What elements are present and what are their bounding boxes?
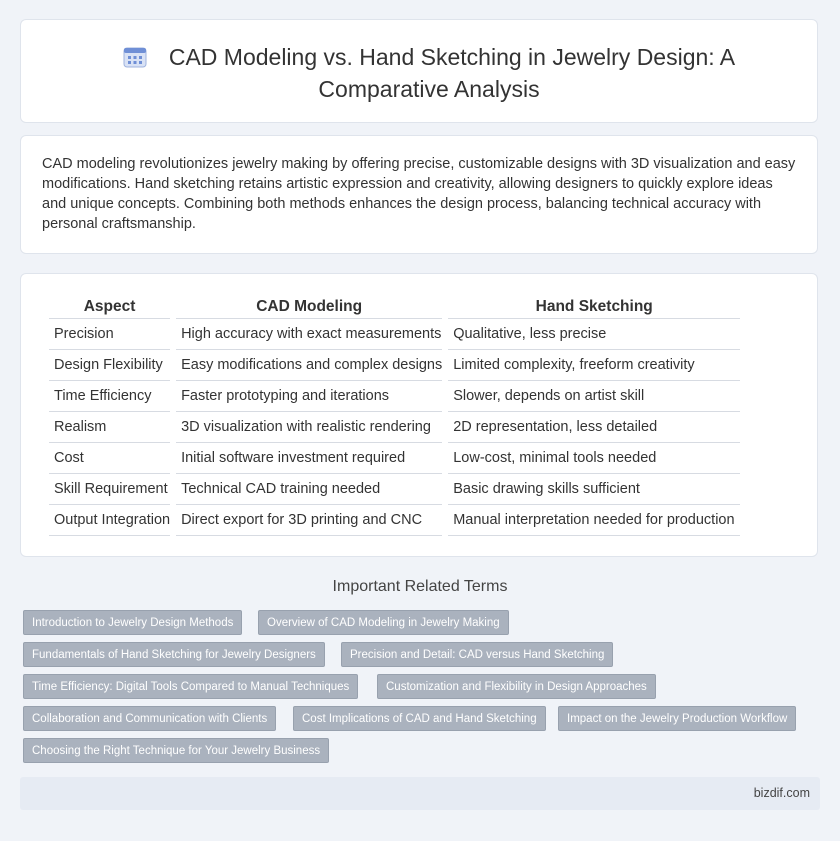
column-header: Hand Sketching: [448, 294, 740, 319]
table-cell: Easy modifications and complex designs: [176, 350, 442, 381]
related-term-tag[interactable]: Impact on the Jewelry Production Workflow: [558, 706, 796, 731]
related-term-tag[interactable]: Precision and Detail: CAD versus Hand Sketching: [341, 642, 613, 667]
table-cell: 3D visualization with realistic rendering: [176, 412, 442, 443]
related-term-tag[interactable]: Choosing the Right Technique for Your Jewelry Business: [23, 738, 329, 763]
related-term-tag[interactable]: Customization and Flexibility in Design Approaches: [377, 674, 656, 699]
table-cell: Limited complexity, freeform creativity: [448, 350, 740, 381]
related-term-tag[interactable]: Fundamentals of Hand Sketching for Jewelry Designers: [23, 642, 325, 667]
table-cell: Initial software investment required: [176, 443, 442, 474]
page-title: CAD Modeling vs. Hand Sketching in Jewelry Design: A Comparative Analysis: [168, 44, 736, 102]
table-row: [49, 319, 740, 350]
table-cell: Low-cost, minimal tools needed: [448, 443, 740, 474]
column-header: CAD Modeling: [176, 294, 442, 319]
table-row: [49, 505, 740, 536]
related-term-tag[interactable]: Overview of CAD Modeling in Jewelry Making: [258, 610, 509, 635]
table-cell: 2D representation, less detailed: [448, 412, 740, 443]
page-title-wrap: [81, 43, 777, 104]
table-row: [49, 412, 740, 443]
related-term-tag[interactable]: Cost Implications of CAD and Hand Sketching: [293, 706, 546, 731]
calendar-icon: [123, 46, 147, 75]
table-cell: Skill Requirement: [49, 474, 170, 505]
table-row: [49, 381, 740, 412]
related-term-tag[interactable]: Time Efficiency: Digital Tools Compared to Manual Techniques: [23, 674, 358, 699]
title-card: [20, 19, 818, 123]
related-term-tag[interactable]: Introduction to Jewelry Design Methods: [23, 610, 242, 635]
table-cell: Cost: [49, 443, 170, 474]
table-cell: Slower, depends on artist skill: [448, 381, 740, 412]
table-cell: Basic drawing skills sufficient: [448, 474, 740, 505]
table-cell: Output Integration: [49, 505, 170, 536]
table-cell: Time Efficiency: [49, 381, 170, 412]
table-row: [49, 443, 740, 474]
column-header: Aspect: [49, 294, 170, 319]
intro-text: CAD modeling revolutionizes jewelry making by offering precise, customizable designs with 3D visualization and easy modifications. Hand sketching retains artistic expression and creativity, allowing designers to quickly explore ideas and unique concepts. Combining both methods enhances the design process, balancing technical accuracy with personal craftsmanship.: [42, 156, 796, 232]
table-cell: Faster prototyping and iterations: [176, 381, 442, 412]
table-cell: Manual interpretation needed for production: [448, 505, 740, 536]
intro-card: [20, 135, 818, 254]
table-header-row: [49, 294, 740, 319]
table-cell: Precision: [49, 319, 170, 350]
table-cell: Technical CAD training needed: [176, 474, 442, 505]
comparison-table: [43, 294, 746, 536]
table-row: [49, 474, 740, 505]
table-cell: Design Flexibility: [49, 350, 170, 381]
table-cell: Qualitative, less precise: [448, 319, 740, 350]
footer: [20, 777, 820, 810]
table-row: [49, 350, 740, 381]
comparison-card: [20, 273, 818, 557]
related-term-tag[interactable]: Collaboration and Communication with Clients: [23, 706, 276, 731]
footer-site[interactable]: bizdif.com: [753, 786, 810, 800]
table-cell: High accuracy with exact measurements: [176, 319, 442, 350]
table-cell: Direct export for 3D printing and CNC: [176, 505, 442, 536]
related-terms-heading: Important Related Terms: [332, 578, 508, 595]
table-cell: Realism: [49, 412, 170, 443]
